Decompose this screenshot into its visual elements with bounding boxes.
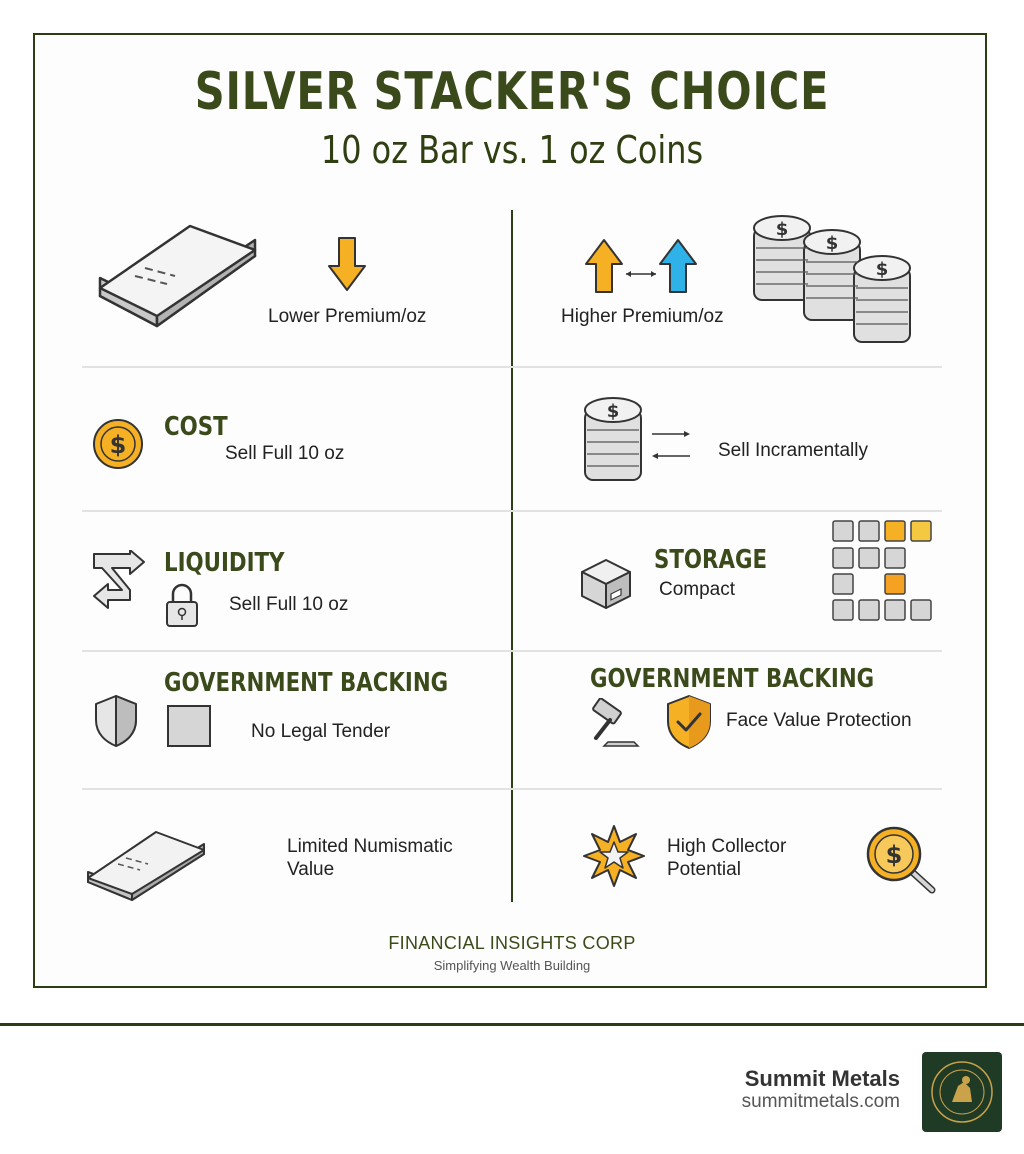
numismatic-left-line1: Limited Numismatic bbox=[287, 836, 453, 857]
svg-text:$: $ bbox=[606, 401, 620, 422]
exchange-arrows-icon bbox=[650, 426, 692, 462]
cost-heading: COST bbox=[164, 412, 228, 442]
coin-stack-icon bbox=[582, 394, 644, 484]
svg-text:$: $ bbox=[875, 259, 889, 280]
storage-grid-icon bbox=[832, 520, 934, 622]
row-divider bbox=[82, 510, 942, 512]
cost-left-label: Sell Full 10 oz bbox=[225, 443, 345, 464]
shield-check-icon bbox=[664, 694, 714, 750]
row-divider bbox=[82, 788, 942, 790]
backing-right-heading: GOVERNMENT BACKING bbox=[590, 664, 875, 694]
liquidity-left-label: Sell Full 10 oz bbox=[229, 594, 349, 615]
coin-stacks-icon bbox=[748, 208, 918, 348]
backing-left-heading: GOVERNMENT BACKING bbox=[164, 668, 449, 698]
swap-arrows-icon bbox=[90, 550, 148, 618]
star-badge-icon bbox=[582, 824, 646, 888]
dollar-coin-icon bbox=[92, 418, 144, 470]
svg-text:$: $ bbox=[825, 233, 839, 254]
svg-text:$: $ bbox=[885, 841, 903, 869]
row-divider bbox=[82, 366, 942, 368]
footer-company-name: Summit Metals bbox=[744, 1066, 900, 1091]
higher-premium-label: Higher Premium/oz bbox=[561, 306, 724, 327]
footer-url[interactable]: summitmetals.com bbox=[741, 1091, 900, 1112]
down-arrow-icon bbox=[327, 236, 367, 292]
shield-icon bbox=[92, 694, 140, 748]
footer-divider bbox=[0, 1023, 1024, 1026]
cost-right-label: Sell Incramentally bbox=[718, 440, 868, 461]
page-subtitle: 10 oz Bar vs. 1 oz Coins bbox=[320, 128, 704, 172]
column-divider bbox=[511, 210, 513, 902]
box-icon bbox=[578, 556, 634, 612]
storage-label: Compact bbox=[659, 579, 736, 600]
silver-bar-small-icon bbox=[84, 826, 208, 904]
storage-heading: STORAGE bbox=[654, 545, 768, 575]
liquidity-heading: LIQUIDITY bbox=[164, 548, 285, 578]
silver-bar-icon bbox=[95, 218, 260, 333]
backing-right-label: Face Value Protection bbox=[726, 710, 912, 731]
lower-premium-label: Lower Premium/oz bbox=[268, 306, 427, 327]
numismatic-left-line2: Value bbox=[287, 859, 335, 880]
magnifier-dollar-icon bbox=[864, 824, 938, 896]
page-title: SILVER STACKER'S CHOICE bbox=[194, 62, 830, 122]
brand-name: FINANCIAL INSIGHTS CORP bbox=[388, 933, 636, 953]
backing-left-label: No Legal Tender bbox=[251, 721, 391, 742]
row-divider bbox=[82, 650, 942, 652]
up-arrows-icon bbox=[582, 238, 702, 294]
brand-tagline: Simplifying Wealth Building bbox=[433, 958, 591, 973]
numismatic-right-line1: High Collector bbox=[667, 836, 787, 857]
svg-text:$: $ bbox=[109, 431, 127, 459]
summit-metals-logo bbox=[922, 1052, 1002, 1132]
numismatic-right-line2: Potential bbox=[667, 859, 741, 880]
square-icon bbox=[166, 704, 212, 748]
gavel-icon bbox=[584, 698, 644, 748]
svg-text:$: $ bbox=[775, 219, 789, 240]
padlock-icon bbox=[164, 582, 200, 628]
